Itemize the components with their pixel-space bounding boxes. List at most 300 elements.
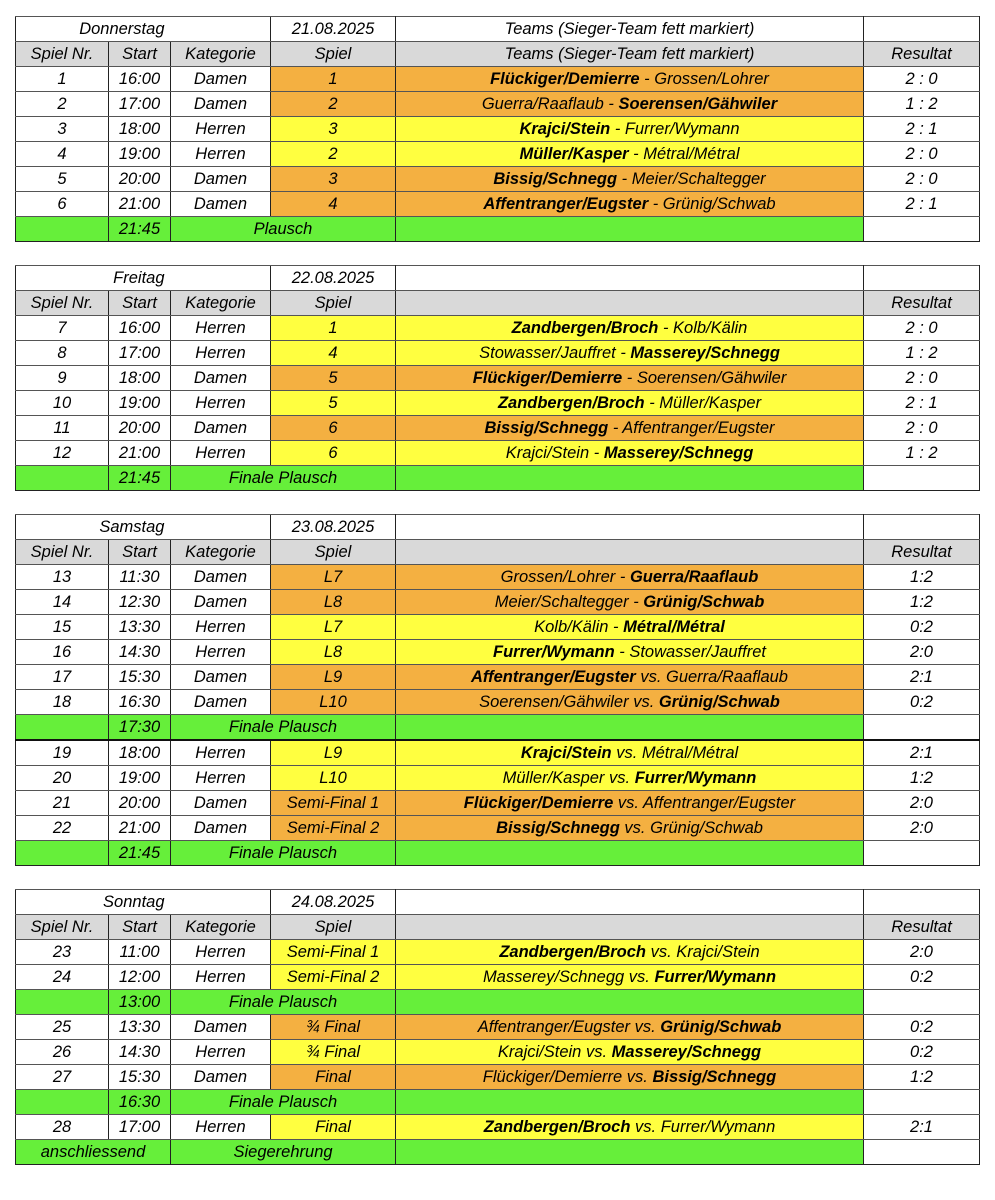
game-result: 2:1 — [864, 740, 980, 766]
game-result: 2 : 0 — [864, 167, 980, 192]
team-2: Grünig/Schwab — [660, 1018, 782, 1036]
game-number: 3 — [16, 117, 109, 142]
game-teams — [396, 366, 864, 391]
plausch-result-blank — [864, 715, 980, 741]
game-result: 2 : 0 — [864, 142, 980, 167]
team-2: Meier/Schaltegger — [631, 170, 766, 188]
game-round: 5 — [271, 366, 396, 391]
game-round: 2 — [271, 92, 396, 117]
game-row — [16, 441, 980, 466]
plausch-row — [16, 841, 980, 866]
game-start: 13:30 — [109, 615, 171, 640]
plausch-teams-blank — [396, 466, 864, 491]
team-1: Krajci/Stein — [520, 744, 612, 762]
day-row — [16, 515, 980, 540]
game-category: Herren — [171, 142, 271, 167]
game-round: 6 — [271, 416, 396, 441]
game-teams — [396, 640, 864, 665]
team-1: Furrer/Wymann — [493, 643, 615, 661]
team-2: Grünig/Schwab — [643, 593, 765, 611]
game-start: 19:00 — [109, 142, 171, 167]
team-separator: - — [648, 195, 663, 213]
game-result: 1:2 — [864, 590, 980, 615]
team-separator: - — [603, 95, 619, 113]
plausch-teams-blank — [396, 715, 864, 741]
game-round: 3 — [271, 167, 396, 192]
game-round: ¾ Final — [271, 1015, 396, 1040]
plausch-teams-blank — [396, 841, 864, 866]
game-category: Herren — [171, 316, 271, 341]
game-number: 28 — [16, 1115, 109, 1140]
header-spiel: Spiel — [271, 540, 396, 565]
team-separator: vs. — [630, 1018, 661, 1036]
game-teams — [396, 965, 864, 990]
game-result: 2 : 0 — [864, 366, 980, 391]
team-1: Flückiger/Demierre — [482, 1068, 623, 1086]
plausch-label: Finale Plausch — [171, 990, 396, 1015]
game-row — [16, 665, 980, 690]
game-row — [16, 965, 980, 990]
plausch-blank — [16, 715, 109, 741]
game-teams — [396, 766, 864, 791]
game-start: 20:00 — [109, 167, 171, 192]
game-start: 13:30 — [109, 1015, 171, 1040]
game-start: 18:00 — [109, 740, 171, 766]
day-blank — [864, 17, 980, 42]
game-number: 7 — [16, 316, 109, 341]
game-row — [16, 565, 980, 590]
game-result: 2:1 — [864, 665, 980, 690]
game-teams — [396, 92, 864, 117]
game-round: Final — [271, 1115, 396, 1140]
game-result: 0:2 — [864, 965, 980, 990]
game-result: 2 : 0 — [864, 316, 980, 341]
game-start: 14:30 — [109, 640, 171, 665]
game-number: 26 — [16, 1040, 109, 1065]
game-row — [16, 791, 980, 816]
team-1: Soerensen/Gähwiler — [479, 693, 629, 711]
game-start: 16:00 — [109, 316, 171, 341]
game-start: 12:00 — [109, 965, 171, 990]
team-separator: vs. — [628, 693, 659, 711]
team-2: Soerensen/Gähwiler — [636, 369, 787, 387]
day-spacer — [171, 890, 271, 915]
plausch-label: Plausch — [171, 217, 396, 242]
game-row — [16, 690, 980, 715]
team-2: Stowasser/Jauffret — [629, 643, 766, 661]
game-result: 2 : 1 — [864, 117, 980, 142]
game-category: Herren — [171, 341, 271, 366]
game-number: 6 — [16, 192, 109, 217]
header-row — [16, 42, 980, 67]
header-teams — [396, 291, 864, 316]
plausch-row — [16, 990, 980, 1015]
game-category: Herren — [171, 766, 271, 791]
game-result: 0:2 — [864, 690, 980, 715]
team-1: Affentranger/Eugster — [471, 668, 636, 686]
game-row — [16, 1065, 980, 1090]
game-start: 14:30 — [109, 1040, 171, 1065]
game-row — [16, 1015, 980, 1040]
day-name: Freitag — [16, 266, 171, 291]
game-row — [16, 590, 980, 615]
team-2: Soerensen/Gähwiler — [618, 95, 778, 113]
header-teams — [396, 915, 864, 940]
day-blank — [864, 890, 980, 915]
plausch-result-blank — [864, 1090, 980, 1115]
team-separator: - — [622, 369, 637, 387]
team-separator: - — [610, 120, 625, 138]
game-row — [16, 117, 980, 142]
game-category: Damen — [171, 416, 271, 441]
team-2: Masserey/Schnegg — [603, 444, 754, 462]
game-result: 0:2 — [864, 615, 980, 640]
game-start: 19:00 — [109, 766, 171, 791]
game-number: 10 — [16, 391, 109, 416]
game-teams — [396, 117, 864, 142]
header-spiel-nr: Spiel Nr. — [16, 42, 109, 67]
day-date: 22.08.2025 — [271, 266, 396, 291]
game-result: 2 : 0 — [864, 67, 980, 92]
plausch-label: Finale Plausch — [171, 715, 396, 741]
team-separator: - — [615, 344, 631, 362]
plausch-teams-blank — [396, 1090, 864, 1115]
game-start: 20:00 — [109, 791, 171, 816]
game-teams — [396, 167, 864, 192]
schedule — [15, 16, 980, 1188]
game-round: 2 — [271, 142, 396, 167]
game-start: 15:30 — [109, 1065, 171, 1090]
game-round: L8 — [271, 640, 396, 665]
team-1: Guerra/Raaflaub — [481, 95, 604, 113]
plausch-row — [16, 715, 980, 741]
game-result: 2 : 1 — [864, 192, 980, 217]
game-number: 5 — [16, 167, 109, 192]
team-2: Grossen/Lohrer — [654, 70, 769, 88]
day-spacer — [171, 266, 271, 291]
header-kategorie: Kategorie — [171, 915, 271, 940]
game-category: Herren — [171, 965, 271, 990]
game-number: 22 — [16, 816, 109, 841]
game-result: 1 : 2 — [864, 441, 980, 466]
game-row — [16, 1115, 980, 1140]
team-separator: vs. — [646, 943, 677, 961]
plausch-blank — [16, 841, 109, 866]
team-2: Furrer/Wymann — [634, 769, 757, 787]
team-2: Grünig/Schwab — [658, 693, 780, 711]
game-number: 15 — [16, 615, 109, 640]
game-category: Herren — [171, 117, 271, 142]
day-teams-header — [396, 515, 864, 540]
team-2: Guerra/Raaflaub — [629, 568, 759, 586]
plausch-label: Finale Plausch — [171, 466, 396, 491]
game-category: Herren — [171, 1040, 271, 1065]
team-2: Furrer/Wymann — [624, 120, 740, 138]
game-row — [16, 192, 980, 217]
team-1: Müller/Kasper — [502, 769, 605, 787]
game-row — [16, 341, 980, 366]
game-start: 16:00 — [109, 67, 171, 92]
game-category: Damen — [171, 816, 271, 841]
header-spiel-nr: Spiel Nr. — [16, 915, 109, 940]
plausch-start: 16:30 — [109, 1090, 171, 1115]
game-result: 2:0 — [864, 940, 980, 965]
team-1: Kolb/Kälin — [534, 618, 609, 636]
team-separator: - — [608, 618, 624, 636]
team-2: Affentranger/Eugster — [642, 794, 796, 812]
game-result: 2 : 1 — [864, 391, 980, 416]
game-round: Semi-Final 2 — [271, 965, 396, 990]
game-number: 17 — [16, 665, 109, 690]
team-1: Masserey/Schnegg — [482, 968, 625, 986]
team-separator: - — [658, 319, 674, 337]
plausch-result-blank — [864, 990, 980, 1015]
team-2: Masserey/Schnegg — [630, 344, 780, 362]
header-start: Start — [109, 915, 171, 940]
game-category: Herren — [171, 940, 271, 965]
day-name: Donnerstag — [16, 17, 171, 42]
game-category: Damen — [171, 192, 271, 217]
team-separator: - — [617, 170, 632, 188]
team-separator: vs. — [613, 794, 643, 812]
game-start: 12:30 — [109, 590, 171, 615]
game-category: Herren — [171, 640, 271, 665]
plausch-teams-blank — [396, 217, 864, 242]
plausch-blank — [16, 990, 109, 1015]
game-start: 21:00 — [109, 441, 171, 466]
ceremony-result-blank — [864, 1140, 980, 1165]
game-start: 21:00 — [109, 192, 171, 217]
game-start: 16:30 — [109, 690, 171, 715]
day-name: Sonntag — [16, 890, 171, 915]
header-resultat: Resultat — [864, 291, 980, 316]
header-start: Start — [109, 42, 171, 67]
game-category: Damen — [171, 1065, 271, 1090]
game-teams — [396, 67, 864, 92]
plausch-blank — [16, 1090, 109, 1115]
game-category: Herren — [171, 391, 271, 416]
game-round: L7 — [271, 615, 396, 640]
game-teams — [396, 441, 864, 466]
day-date: 23.08.2025 — [271, 515, 396, 540]
header-spiel: Spiel — [271, 291, 396, 316]
header-resultat: Resultat — [864, 915, 980, 940]
team-2: Grünig/Schwab — [650, 819, 763, 837]
plausch-result-blank — [864, 466, 980, 491]
game-teams — [396, 1115, 864, 1140]
game-start: 21:00 — [109, 816, 171, 841]
game-number: 16 — [16, 640, 109, 665]
header-start: Start — [109, 291, 171, 316]
team-2: Masserey/Schnegg — [611, 1043, 762, 1061]
team-1: Stowasser/Jauffret — [479, 344, 616, 362]
day-teams-header — [396, 266, 864, 291]
game-number: 27 — [16, 1065, 109, 1090]
team-separator: - — [614, 643, 630, 661]
game-round: Final — [271, 1065, 396, 1090]
team-separator: - — [639, 70, 655, 88]
team-1: Flückiger/Demierre — [472, 369, 623, 387]
team-separator: vs. — [619, 819, 651, 837]
game-category: Damen — [171, 565, 271, 590]
game-row — [16, 366, 980, 391]
header-spiel-nr: Spiel Nr. — [16, 540, 109, 565]
game-row — [16, 416, 980, 441]
game-result: 1:2 — [864, 565, 980, 590]
game-start: 17:00 — [109, 1115, 171, 1140]
game-category: Herren — [171, 1115, 271, 1140]
game-row — [16, 816, 980, 841]
ceremony-when: anschliessend — [16, 1140, 171, 1165]
game-start: 19:00 — [109, 391, 171, 416]
day-table — [15, 889, 980, 1165]
plausch-teams-blank — [396, 990, 864, 1015]
game-teams — [396, 740, 864, 766]
header-kategorie: Kategorie — [171, 291, 271, 316]
game-teams — [396, 1040, 864, 1065]
team-1: Zandbergen/Broch — [497, 394, 645, 412]
header-resultat: Resultat — [864, 540, 980, 565]
game-category: Herren — [171, 740, 271, 766]
game-teams — [396, 341, 864, 366]
game-teams — [396, 1015, 864, 1040]
game-row — [16, 740, 980, 766]
plausch-row — [16, 1090, 980, 1115]
plausch-start: 13:00 — [109, 990, 171, 1015]
game-number: 19 — [16, 740, 109, 766]
game-category: Damen — [171, 366, 271, 391]
game-round: 4 — [271, 341, 396, 366]
game-category: Damen — [171, 791, 271, 816]
team-1: Bissig/Schnegg — [493, 170, 618, 188]
team-2: Métral/Métral — [623, 618, 725, 636]
game-round: L7 — [271, 565, 396, 590]
game-category: Damen — [171, 92, 271, 117]
game-start: 18:00 — [109, 366, 171, 391]
game-round: 5 — [271, 391, 396, 416]
day-table — [15, 16, 980, 242]
header-spiel-nr: Spiel Nr. — [16, 291, 109, 316]
game-teams — [396, 316, 864, 341]
team-separator: - — [644, 394, 660, 412]
team-2: Furrer/Wymann — [660, 1118, 776, 1136]
game-start: 11:30 — [109, 565, 171, 590]
game-teams — [396, 665, 864, 690]
day-spacer — [171, 515, 271, 540]
team-separator: vs. — [635, 668, 666, 686]
game-teams — [396, 142, 864, 167]
game-number: 13 — [16, 565, 109, 590]
team-2: Métral/Métral — [643, 145, 740, 163]
header-spiel: Spiel — [271, 42, 396, 67]
game-start: 20:00 — [109, 416, 171, 441]
day-blank — [864, 515, 980, 540]
game-round: L9 — [271, 740, 396, 766]
game-start: 11:00 — [109, 940, 171, 965]
game-number: 4 — [16, 142, 109, 167]
game-round: L10 — [271, 690, 396, 715]
team-1: Zandbergen/Broch — [483, 1118, 631, 1136]
game-start: 18:00 — [109, 117, 171, 142]
header-teams: Teams (Sieger-Team fett markiert) — [396, 42, 864, 67]
game-number: 8 — [16, 341, 109, 366]
team-separator: vs. — [630, 1118, 661, 1136]
game-number: 14 — [16, 590, 109, 615]
game-teams — [396, 1065, 864, 1090]
game-row — [16, 640, 980, 665]
game-result: 2 : 0 — [864, 416, 980, 441]
team-1: Affentranger/Eugster — [477, 1018, 630, 1036]
game-category: Herren — [171, 615, 271, 640]
plausch-start: 17:30 — [109, 715, 171, 741]
day-row — [16, 266, 980, 291]
game-round: L9 — [271, 665, 396, 690]
day-teams-header — [396, 890, 864, 915]
header-spiel: Spiel — [271, 915, 396, 940]
plausch-row — [16, 217, 980, 242]
game-result: 0:2 — [864, 1015, 980, 1040]
day-table — [15, 265, 980, 491]
game-teams — [396, 416, 864, 441]
team-separator: vs. — [624, 968, 655, 986]
game-row — [16, 67, 980, 92]
team-1: Zandbergen/Broch — [511, 319, 659, 337]
team-1: Zandbergen/Broch — [499, 943, 646, 961]
ceremony-teams-blank — [396, 1140, 864, 1165]
game-round: 3 — [271, 117, 396, 142]
game-category: Damen — [171, 590, 271, 615]
day-name: Samstag — [16, 515, 171, 540]
game-teams — [396, 590, 864, 615]
team-separator: - — [608, 419, 623, 437]
game-round: 1 — [271, 67, 396, 92]
game-result: 0:2 — [864, 1040, 980, 1065]
day-spacer — [171, 17, 271, 42]
game-round: 6 — [271, 441, 396, 466]
game-teams — [396, 690, 864, 715]
team-1: Affentranger/Eugster — [483, 195, 649, 213]
game-number: 18 — [16, 690, 109, 715]
game-round: L10 — [271, 766, 396, 791]
plausch-label: Finale Plausch — [171, 841, 396, 866]
team-2: Métral/Métral — [641, 744, 739, 762]
plausch-start: 21:45 — [109, 841, 171, 866]
team-2: Kolb/Kälin — [673, 319, 748, 337]
game-start: 17:00 — [109, 92, 171, 117]
game-row — [16, 316, 980, 341]
team-1: Flückiger/Demierre — [463, 794, 614, 812]
game-row — [16, 142, 980, 167]
day-table — [15, 514, 980, 866]
game-result: 1 : 2 — [864, 341, 980, 366]
header-kategorie: Kategorie — [171, 540, 271, 565]
plausch-result-blank — [864, 841, 980, 866]
team-2: Grünig/Schwab — [662, 195, 776, 213]
game-teams — [396, 615, 864, 640]
game-row — [16, 167, 980, 192]
game-row — [16, 940, 980, 965]
game-start: 17:00 — [109, 341, 171, 366]
game-number: 20 — [16, 766, 109, 791]
team-2: Bissig/Schnegg — [652, 1068, 777, 1086]
team-separator: vs. — [622, 1068, 653, 1086]
team-1: Müller/Kasper — [519, 145, 629, 163]
game-round: L8 — [271, 590, 396, 615]
day-blank — [864, 266, 980, 291]
game-number: 9 — [16, 366, 109, 391]
ceremony-row — [16, 1140, 980, 1165]
team-1: Bissig/Schnegg — [496, 819, 620, 837]
